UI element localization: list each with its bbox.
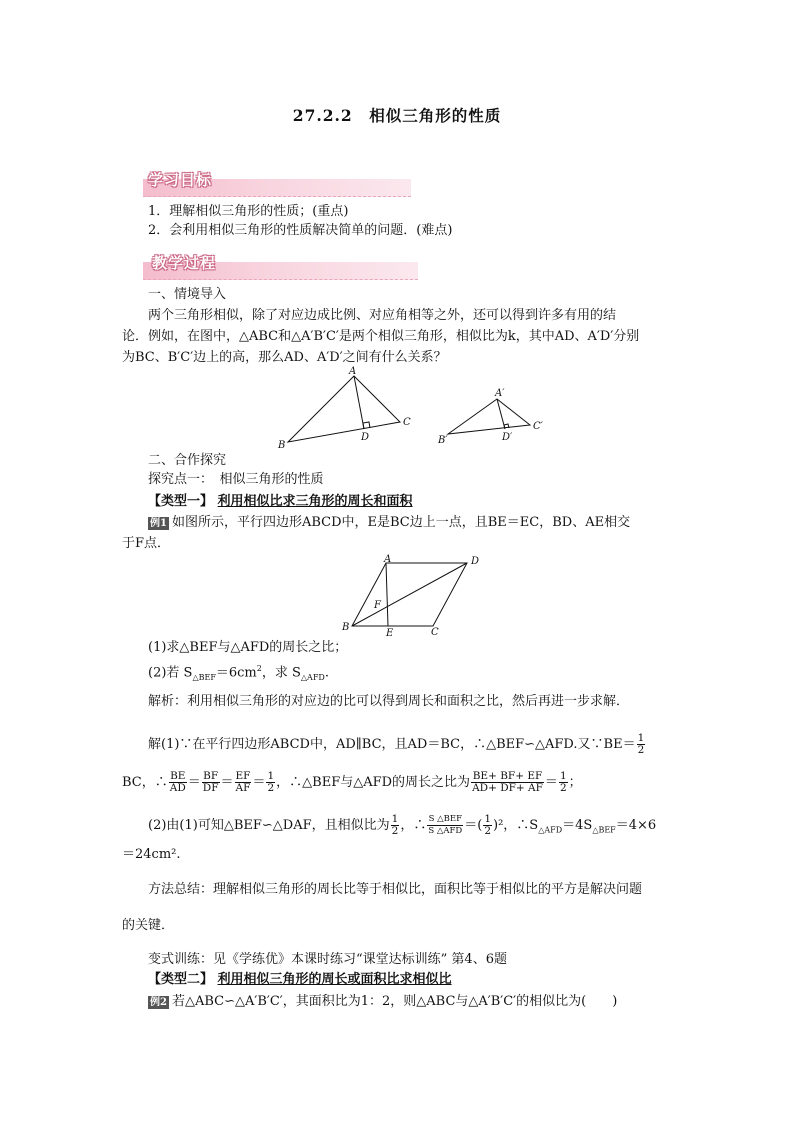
solution-2-line: (2)由(1)可知△BEF∽△DAF，且相似比为 $\frac{1}{2}$ ，∴ $\frac{\text{S △BEF}}{\text{S △AFD}}$ ＝( $\frac{1}{2}$ )²，$\therefore S_{\triangle AFD}=4S_{\triangle BEF}=4\times 6$ [148,813,657,837]
intro-text: 两个三角形相似，除了对应边成比例、对应角相等之外，还可以得到许多有用的结 [148,308,617,323]
part-heading: 一、情境导入 [148,287,227,302]
parallelogram-figure [335,553,485,638]
label-C: C [403,417,411,428]
label-C: C [431,627,439,638]
type2-bracket: 【类型二】 [148,972,214,987]
example1-text: 如图所示，平行四边形ABCD中，E是BC边上一点，且BE＝EC，BD、AE相交 [171,515,631,530]
example1-text: 于F点． [122,536,171,551]
similar-triangles-figure [270,362,560,452]
example1-line [148,513,630,533]
example1-tag: 例1 [150,518,167,529]
intro-text: 为BC、B′C′边上的高，那么AD、A′D′之间有什么关系？ [122,350,447,365]
label-D: D [471,556,480,567]
goal-item: 1．理解相似三角形的性质；(重点) [148,204,349,219]
label-B-prime: B′ [438,435,448,446]
method-summary: 方法总结：理解相似三角形的周长比等于相似比，面积比等于相似比的平方是解决问题 [148,882,643,897]
label-B: B [278,440,286,451]
label-E: E [386,628,394,638]
analysis-text: 解析：利用相似三角形的对应边的比可以得到周长和面积之比，然后再进一步求解． [148,694,630,709]
method-summary: 的关键． [122,918,175,933]
type1-title: 利用相似比求三角形的周长和面积 [217,494,413,509]
label-D-prime: D′ [502,432,513,443]
label-A: A [349,366,357,377]
label-F: F [374,600,381,611]
type2-heading [148,970,452,990]
label-B: B [342,622,350,633]
intro-text: 论．例如，在图中，△ABC和△A′B′C′是两个相似三角形，相似比为k，其中AD、A′D′分别 [122,329,640,344]
solution-2-line: ＝24cm². [122,847,181,862]
solution-1-line: BC，∴ $\frac{BE}{AD}$ ＝ $\frac{BF}{DF}$ ＝ $\frac{EF}{AF}$ ＝ $\frac{1}{2}$ ，∴△BEF与△AFD的周长之比为 $\frac{BE+ BF+ EF}{AD+ DF+ AF}$ ＝ $\frac{1}{2}$ ； [122,770,582,794]
label-A-prime: A′ [495,388,505,399]
type1-heading [148,492,413,512]
part-heading: 二、合作探究 [148,453,227,468]
type1-bracket: 【类型一】 [148,494,214,509]
example2-tag: 例2 [150,997,167,1008]
question-1: (1)求△BEF与△AFD的周长之比； [148,640,348,655]
solution-1-line: 解(1)∵在平行四边形ABCD中，AD∥BC，且AD＝BC，∴△BEF∽△AFD.又∵BE＝ $\frac{1}{2}$ [148,732,645,756]
goal-item: 2．会利用相似三角形的性质解决简单的问题．(难点) [148,223,453,238]
explore-point: 探究点一： 相似三角形的性质 [148,472,324,487]
section-heading-goals: 学习目标 [148,171,213,189]
label-D: D [361,432,370,443]
question-2: (2)若 $S_{\triangle BEF}=6cm^2$，求 $S_{\triangle AFD}$. [148,664,329,682]
variant-training: 变式训练：见《学练优》本课时练习“课堂达标训练” 第4、6题 [148,952,507,967]
label-A: A [384,554,392,565]
label-C-prime: C′ [533,421,543,432]
type2-title: 利用相似三角形的周长或面积比求相似比 [217,972,452,987]
example2-text: 若△ABC∽△A′B′C′，其面积比为1：2，则△ABC与△A′B′C′的相似比为( ) [171,994,618,1009]
section-heading-process: 教学过程 [152,254,217,272]
page-title: 27.2.2 相似三角形的性质 [292,106,502,125]
example2-line [148,992,617,1012]
